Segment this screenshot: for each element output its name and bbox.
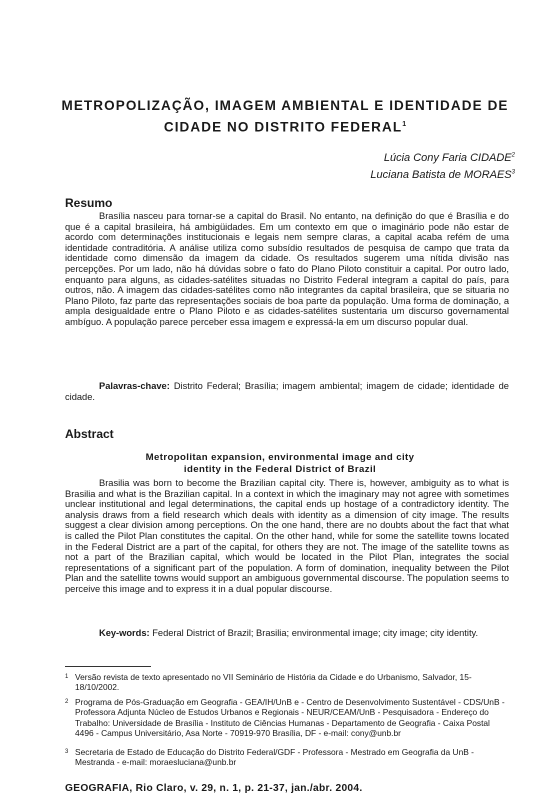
footnote-3 (65, 747, 509, 768)
resumo-text: Brasília nasceu para tornar-se a capital do Brasil. No entanto, na definição do que é Brasília e do que é a capital brasileira, há ambigüidades. Em um contexto em que o imaginário pode não estar de acordo com determinações institucionais e legais nem sempre claras, a capital acaba refém de uma identidade contraditória. A análise utiliza como subsídio resultados de pesquisa de campo que trata da identidade como dimensão da imagem da cidade. Os resultados sugerem uma nítida divisão nas percepções. Por um lado, não há dúvidas sobre o fato do Plano Piloto constituir a capital. Por outro lado, enquanto para alguns, as cidades-satélites situadas no Distrito Federal integram a capital do país, para outros, não. A imagem das cidades-satélites como não integrantes da capital brasileira, que se situaria no Plano Piloto, faz parte das representações sociais de boa parte da população. Uma forma de dominação, a ampla desigualdade entre o Plano Piloto e as cidades-satélites sustentaria um discurso governamental ambíguo. A população parece perceber essa imagem e expressá-la em um discurso popular dual. (65, 211, 509, 327)
title-line-2: CIDADE NO DISTRITO FEDERAL (163, 119, 403, 135)
keywords-text: Distrito Federal; Brasília; imagem ambiental; imagem de cidade; identidade de cidade. (65, 381, 509, 402)
journal-citation: GEOGRAFIA, Rio Claro, v. 29, n. 1, p. 21-37, jan./abr. 2004. (65, 783, 363, 794)
resumo-keywords (65, 381, 509, 402)
footnote-number: 1 (65, 674, 69, 680)
keywords-label: Palavras-chave: (99, 381, 170, 391)
resumo-heading: Resumo (65, 196, 113, 210)
abstract-title-line-1: Metropolitan expansion, environmental image and city (145, 452, 415, 463)
footnote-2 (65, 697, 509, 739)
keywords-label: Key-words: (99, 628, 150, 638)
abstract-text: Brasilia was born to become the Brazilian capital city. There is, however, ambiguity as to what is Brasilia and what is the Brazilian capital. In a context in which the imaginary may not agree with sometimes unclear institutional and legal determinations, the capital ends up hostage of a contradictory identity. The analysis draws from a field research which deals with identity as a dimension of city image. The results suggest a clear division among perceptions. On the one hand, there are no doubts about the fact that what is called the Pilot Plan constitutes the capital. On the other hand, while for some the satellite towns located in the Federal District are a part of the capital, for others they are not. The image of the satellite towns as not a part of the Brazilian capital, which would be located in the Pilot Plan, integrates the social representations of a significant part of the population. A form of domination, inequality between the Pilot Plan and the satellite towns would support an ambiguous governmental discourse. The population seems to perceive this image and to express it in a dual popular discourse. (65, 478, 509, 594)
author-name: Luciana Batista de MORAES (370, 169, 512, 181)
title-line-1: METROPOLIZAÇÃO, IMAGEM AMBIENTAL E IDENTIDADE DE (61, 98, 509, 113)
title-footnote-mark: 1 (402, 121, 407, 128)
footnote-number: 3 (65, 749, 69, 755)
abstract-heading: Abstract (65, 427, 114, 441)
footnote-text: Programa de Pós-Graduação em Geografia - GEA/IH/UnB e - Centro de Desenvolvimento Sustentável - CDS/UnB - Professora Adjunta Núcleo de Estudos Urbanos e Regionais - NEUR/CEAM/UnB - Pesquisadora - Endereço do Trabalho: Universidade de Brasília - Instituto de Ciências Humanas - Departamento de Geografia - Caixa Postal 4496 - Campus Universitário, Asa Norte - 70919-970 Brasília, DF - e-mail: cony@unb.br (75, 697, 505, 739)
footnote-text: Versão revista de texto apresentado no VII Seminário de História da Cidade e do Urbanismo, Salvador, 15-18/10/2002. (75, 672, 472, 693)
keywords-text: Federal District of Brazil; Brasilia; environmental image; city image; city identity. (152, 628, 479, 638)
footnote-text: Secretaria de Estado de Educação do Distrito Federal/GDF - Professora - Mestrado em Geografia da UnB - Mestranda - e-mail: moraesluciana@unb.br (75, 747, 474, 768)
footnote-1 (65, 672, 509, 693)
footnote-number: 2 (65, 699, 69, 705)
author-footnote-mark: 3 (511, 169, 515, 176)
footnote-divider (65, 666, 151, 667)
resumo-body (65, 211, 509, 328)
abstract-keywords (65, 628, 509, 639)
abstract-body (65, 478, 509, 595)
author-1 (384, 152, 515, 164)
abstract-title-line-2: identity in the Federal District of Brazil (183, 464, 377, 475)
abstract-title (80, 452, 480, 476)
author-2 (370, 169, 515, 181)
author-name: Lúcia Cony Faria CIDADE (383, 152, 512, 164)
author-footnote-mark: 2 (511, 152, 515, 159)
article-title (60, 96, 510, 137)
